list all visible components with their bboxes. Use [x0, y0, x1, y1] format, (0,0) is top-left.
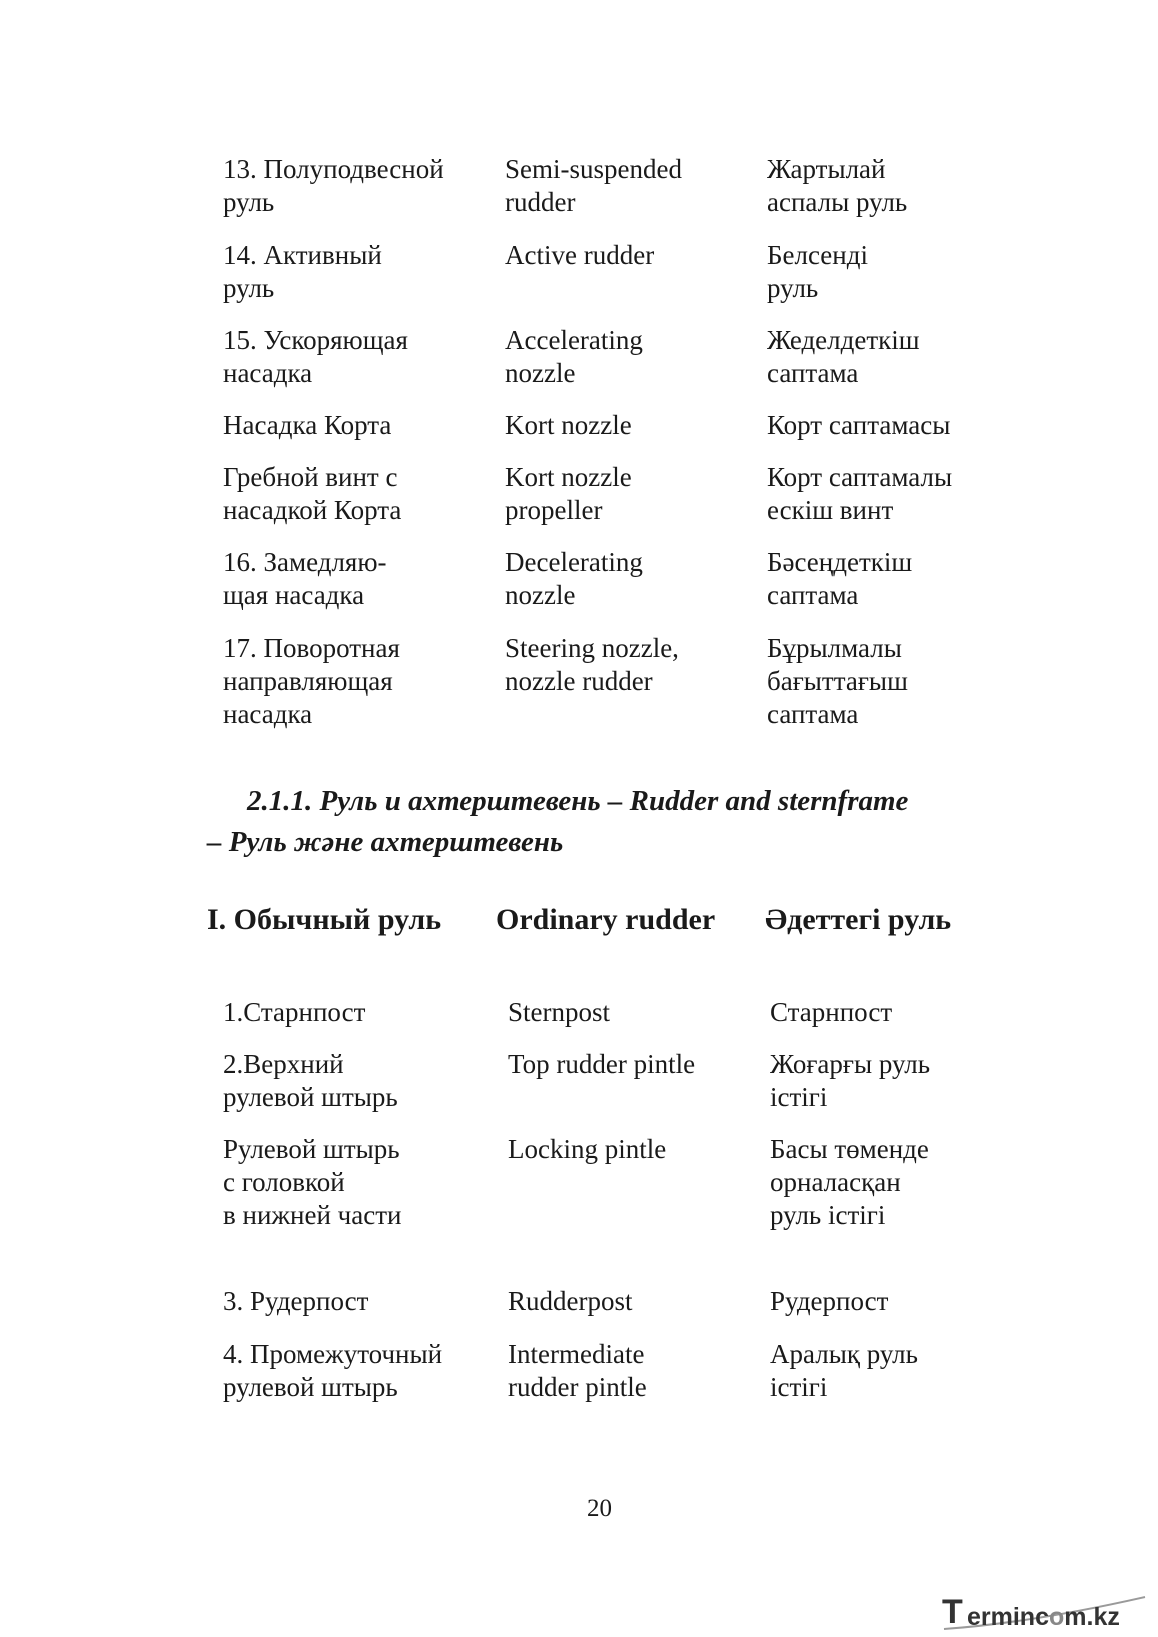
term-line: саптама [767, 580, 859, 610]
term-line: Top rudder pintle [508, 1049, 696, 1079]
term-ru [223, 1048, 398, 1114]
term-en [508, 1285, 633, 1318]
term-ru [223, 1133, 401, 1232]
term-kz [770, 1285, 888, 1318]
term-en [508, 996, 610, 1029]
logo-initial: T [942, 1593, 963, 1631]
term-line: Жартылай [767, 154, 886, 184]
term-line: істігі [770, 1082, 828, 1112]
term-line: ескіш винт [767, 495, 894, 525]
term-line: аспалы руль [767, 187, 908, 217]
term-line: Kort nozzle [505, 462, 632, 492]
term-line: 17. Поворотная [223, 633, 400, 663]
term-line: 14. Активный [223, 240, 382, 270]
magnifier-icon: o [1048, 1603, 1065, 1631]
term-line: Аралық руль [770, 1339, 918, 1369]
term-en [508, 1338, 647, 1404]
term-line: Корт саптамалы [767, 462, 953, 492]
term-line: саптама [767, 358, 859, 388]
term-kz [767, 153, 907, 219]
term-line: направляющая [223, 666, 393, 696]
subheading-ru: I. Обычный руль [207, 903, 442, 936]
term-line: руль [223, 273, 275, 303]
term-line: рулевой штырь [223, 1372, 398, 1402]
section-title [207, 781, 1107, 863]
term-line: Accelerating [505, 325, 643, 355]
term-line: Рулевой штырь [223, 1134, 400, 1164]
term-line: Rudderpost [508, 1286, 633, 1316]
term-ru [223, 546, 387, 612]
term-line: Старнпост [770, 997, 893, 1027]
term-line: орналасқан [770, 1167, 901, 1197]
term-line: руль [223, 187, 275, 217]
term-line: nozzle rudder [505, 666, 653, 696]
term-ru [223, 1338, 442, 1404]
term-line: Белсенді [767, 240, 868, 270]
term-line: с головкой [223, 1167, 345, 1197]
term-line: Semi-suspended [505, 154, 682, 184]
term-kz [767, 632, 908, 731]
term-line: nozzle [505, 358, 576, 388]
term-en [505, 239, 654, 272]
terminkom-logo [940, 1593, 1150, 1633]
term-line: 15. Ускоряющая [223, 325, 408, 355]
term-kz [770, 996, 892, 1029]
page-number: 20 [587, 1495, 612, 1522]
term-line: в нижней части [223, 1200, 402, 1230]
term-line: nozzle [505, 580, 576, 610]
term-line: 1.Старнпост [223, 997, 366, 1027]
term-line: propeller [505, 495, 603, 525]
term-ru [223, 153, 444, 219]
term-ru [223, 1285, 368, 1318]
term-line: Locking pintle [508, 1134, 667, 1164]
section-title-line-1: 2.1.1. Руль и ахтерштевень – Rudder and sternframe [247, 785, 909, 817]
term-en [508, 1048, 695, 1081]
term-line: Насадка Корта [223, 410, 392, 440]
term-kz [770, 1048, 930, 1114]
term-kz [767, 324, 920, 390]
term-en [505, 461, 632, 527]
term-ru [223, 409, 391, 442]
term-ru [223, 632, 400, 731]
term-line: бағыттағыш [767, 666, 908, 696]
term-en [508, 1133, 666, 1166]
term-kz [767, 409, 950, 442]
term-line: рулевой штырь [223, 1082, 398, 1112]
subheading-kz: Әдеттегі руль [765, 903, 952, 936]
term-line: Бәсеңдеткіш [767, 547, 913, 577]
term-ru [223, 239, 382, 305]
term-line: насадка [223, 699, 313, 729]
term-en [505, 546, 643, 612]
term-line: Бұрылмалы [767, 633, 902, 663]
term-line: саптама [767, 699, 859, 729]
term-kz [767, 461, 952, 527]
term-line: Рудерпост [770, 1286, 889, 1316]
term-line: Корт саптамасы [767, 410, 951, 440]
term-line: руль істігі [770, 1200, 886, 1230]
term-line: Steering nozzle, [505, 633, 679, 663]
term-kz [770, 1133, 929, 1232]
term-line: Гребной винт с [223, 462, 398, 492]
term-line: щая насадка [223, 580, 365, 610]
term-kz [767, 546, 912, 612]
term-line: Жеделдеткіш [767, 325, 920, 355]
term-line: Басы төменде [770, 1134, 929, 1164]
term-line: 16. Замедляю- [223, 547, 387, 577]
term-line: Kort nozzle [505, 410, 632, 440]
term-ru [223, 324, 408, 390]
term-line: насадка [223, 358, 313, 388]
logo-text: ermincom.kz [967, 1603, 1120, 1631]
term-en [505, 153, 682, 219]
term-en [505, 632, 679, 698]
term-line: Active rudder [505, 240, 655, 270]
term-ru [223, 461, 401, 527]
term-line: Жоғарғы руль [770, 1049, 931, 1079]
term-en [505, 409, 632, 442]
term-line: руль [767, 273, 819, 303]
term-line: Intermediate [508, 1339, 645, 1369]
term-line: насадкой Корта [223, 495, 402, 525]
term-line: 3. Рудерпост [223, 1286, 369, 1316]
term-kz [770, 1338, 918, 1404]
term-line: 4. Промежуточный [223, 1339, 443, 1369]
term-line: істігі [770, 1372, 828, 1402]
term-line: rudder [505, 187, 576, 217]
term-line: 13. Полуподвесной [223, 154, 444, 184]
section-title-line-2: – Руль және ахтерштевень [207, 826, 564, 858]
term-ru [223, 996, 365, 1029]
term-en [505, 324, 643, 390]
term-kz [767, 239, 868, 305]
term-line: Decelerating [505, 547, 643, 577]
term-line: rudder pintle [508, 1372, 647, 1402]
term-line: Sternpost [508, 997, 611, 1027]
term-line: 2.Верхний [223, 1049, 344, 1079]
subheading-en: Ordinary rudder [496, 903, 716, 936]
